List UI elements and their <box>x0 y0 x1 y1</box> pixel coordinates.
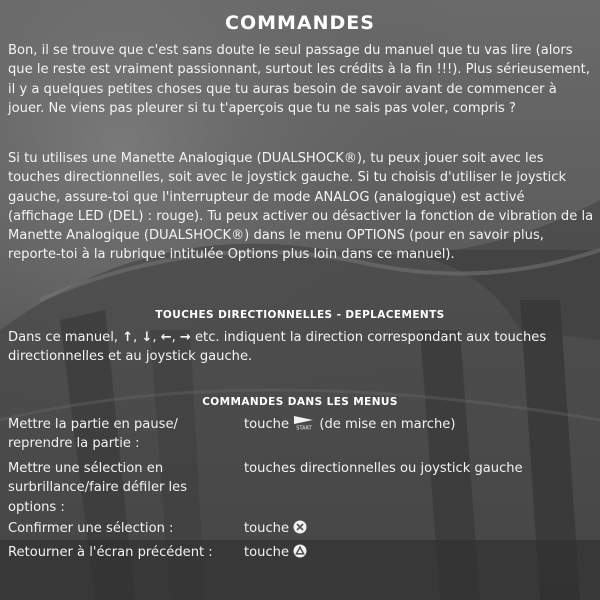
triangle-button-icon <box>293 544 307 564</box>
command-value-suffix: (de mise en marche) <box>319 417 456 432</box>
start-button-icon <box>293 415 315 436</box>
command-value-prefix: touche <box>244 545 289 560</box>
arrow-right-icon: → <box>179 330 191 345</box>
intro-paragraph-1: Bon, il se trouve que c'est sans doute le seul passage du manuel que tu vas lire (alors que le reste est vraiment passionnant, surtout les crédits à la fin !!!). Plus sérieusement, il y a quelques petites choses que tu auras besoin de savoir avant de commencer à jouer. Ne viens pas pleurer si tu t'aperçois que tu ne sais pas voler, compris ? <box>8 43 590 116</box>
command-value-prefix: touche <box>244 521 289 536</box>
command-value <box>244 459 594 478</box>
section-heading-menus: COMMANDES DANS LES MENUS <box>202 396 398 408</box>
directional-text-after: etc. indiquent la direction correspondant aux touches directionnelles et au joystick gauche. <box>8 330 547 365</box>
intro-paragraph-2: Si tu utilises une Manette Analogique (DUALSHOCK®), tu peux jouer soit avec les touches directionnelles, soit avec le joystick gauche. Si tu choisis d'utiliser le joystick gauche, assure-toi que l'interrupteur de mode ANALOG (analogique) est activé (affichage LED (DEL) : rouge). Tu peux activer ou désactiver la fonction de vibration de la Manette Analogique (DUALSHOCK®) dans le menu OPTIONS (pour en savoir plus, reporte-toi à la rubrique intitulée Options plus loin dans ce manuel). <box>8 151 594 263</box>
command-label: Confirmer une sélection : <box>8 521 174 536</box>
arrow-up-icon: ↑ <box>122 330 134 345</box>
command-label: Mettre la partie en pause/ reprendre la partie : <box>8 417 178 452</box>
command-value <box>244 519 594 540</box>
arrow-left-icon: ← <box>160 330 172 345</box>
command-label: Retourner à l'écran précédent : <box>8 545 213 560</box>
command-value <box>244 415 594 436</box>
command-value-prefix: touches directionnelles ou joystick gauche <box>244 461 523 476</box>
arrow-down-icon: ↓ <box>141 330 153 345</box>
cross-button-icon <box>293 520 307 540</box>
directional-text-before: Dans ce manuel, <box>8 330 119 345</box>
command-value-prefix: touche <box>244 417 289 432</box>
command-label: Mettre une sélection en surbrillance/faire défiler les options : <box>8 461 188 515</box>
command-value <box>244 543 594 564</box>
section-heading-directional: TOUCHES DIRECTIONNELLES - DEPLACEMENTS <box>155 309 445 321</box>
start-button-label: START <box>296 425 312 430</box>
page-title: COMMANDES <box>225 12 375 34</box>
directional-paragraph: Dans ce manuel, ↑, ↓, ←, → etc. indiquent la direction correspondant aux touches directionnelles et au joystick gauche. <box>8 330 547 365</box>
